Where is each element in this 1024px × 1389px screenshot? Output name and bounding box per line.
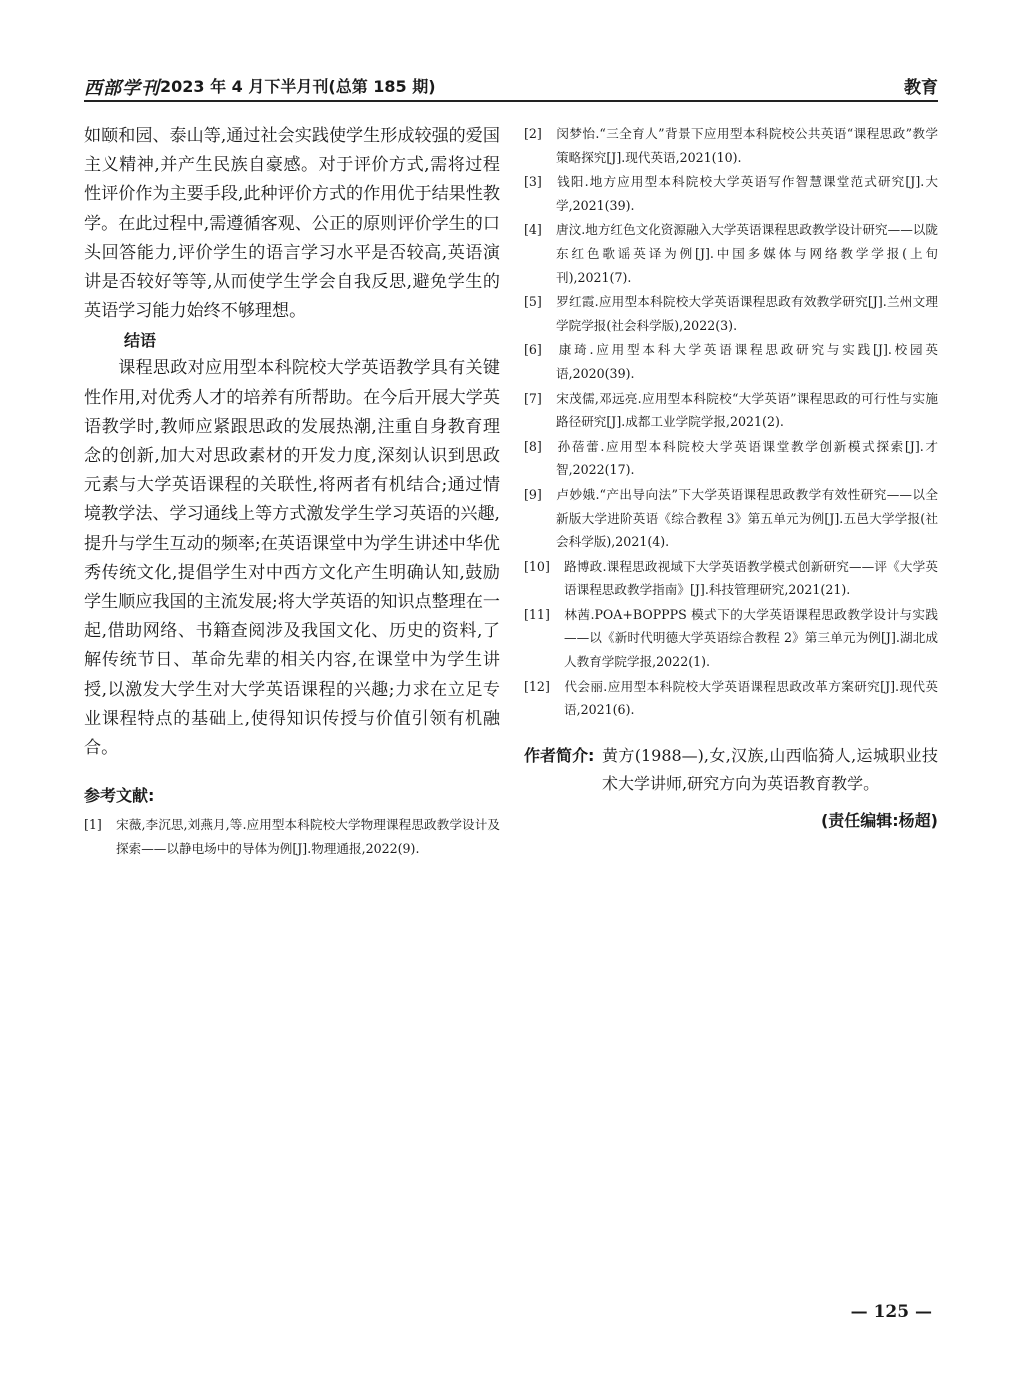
reference-item: [12] 代会丽.应用型本科院校大学英语课程思政改革方案研究[J].现代英语,2021(6). <box>524 678 938 718</box>
journal-logo: 西部学刊 <box>84 78 160 99</box>
conclusion-paragraph: 课程思政对应用型本科院校大学英语教学具有关键性作用,对优秀人才的培养有所帮助。在今后开展大学英语教学时,教师应紧跟思政的发展热潮,注重自身教育理念的创新,加大对思政素材的开发力度,深刻认识到思政元素与大学英语课程的关联性,将两者有机结合;通过情境教学法、学习通线上等方式激发学生学习英语的兴趣,提升与学生互动的频率;在英语课堂中为学生讲述中华优秀传统文化,提倡学生对中西方文化产生明确认知,鼓励学生顺应我国的主流发展;将大学英语的知识点整理在一起,借助网络、书籍查阅涉及我国文化、历史的资料,了解传统节日、革命先辈的相关内容,在课堂中为学生讲授,以激发大学生对大学英语课程的兴趣;力求在立足专业课程特点的基础上,使得知识传授与价值引领有机融合。 <box>84 358 501 759</box>
reference-item: [5] 罗红霞.应用型本科院校大学英语课程思政有效教学研究[J].兰州文理学院学报(社会科学版),2022(3). <box>524 294 938 333</box>
conclusion-heading: 结语 <box>124 331 157 351</box>
section-name: 教育 <box>904 78 938 98</box>
reference-item: [9] 卢妙娥.“产出导向法”下大学英语课程思政教学有效性研究——以全新版大学进阶英语《综合教程 3》第五单元为例[J].五邑大学学报(社会科学版),2021(4). <box>524 486 938 550</box>
left-column <box>84 122 500 861</box>
reference-item: [6] 康琦.应用型本科大学英语课程思政研究与实践[J].校园英语,2020(39). <box>524 342 938 381</box>
reference-item: [7] 宋茂儒,邓远亮.应用型本科院校“大学英语”课程思政的可行性与实施路径研究[J].成都工业学院学报,2021(2). <box>524 390 938 430</box>
author-bio <box>524 742 938 798</box>
issue-info: 2023 年 4 月下半月刊(总第 185 期) <box>160 77 436 96</box>
reference-item: [4] 唐汶.地方红色文化资源融入大学英语课程思政教学设计研究——以陇东红色歌谣英译为例[J].中国多媒体与网络教学学报(上旬刊),2021(7). <box>524 222 938 285</box>
page-number: — 125 — <box>850 1302 932 1322</box>
reference-item: [1] 宋薇,李沉思,刘燕月,等.应用型本科院校大学物理课程思政教学设计及探索——以静电场中的导体为例[J].物理通报,2022(9). <box>84 817 500 856</box>
reference-item: [10] 路博政.课程思政视域下大学英语教学模式创新研究——评《大学英语课程思政教学指南》[J].科技管理研究,2021(21). <box>524 558 938 598</box>
reference-item: [8] 孙蓓蕾.应用型本科院校大学英语课堂教学创新模式探索[J].才智,2022(17). <box>524 438 938 478</box>
author-label: 作者简介: <box>524 745 595 765</box>
reference-item: [11] 林茜.POA+BOPPPS 模式下的大学英语课程思政教学设计与实践——以《新时代明德大学英语综合教程 2》第三单元为例[J].湖北成人教育学院学报,2022(1). <box>524 606 938 670</box>
editor-credit: (责任编辑:杨超) <box>820 810 938 830</box>
reference-item: [2] 闵梦怡.“三全育人”背景下应用型本科院校公共英语“课程思政”教学策略探究[J].现代英语,2021(10). <box>524 126 938 165</box>
right-column <box>524 122 938 831</box>
author-text: 黄方(1988—),女,汉族,山西临猗人,运城职业技术大学讲师,研究方向为英语教育教学。 <box>602 745 938 793</box>
reference-item: [3] 钱阳.地方应用型本科院校大学英语写作智慧课堂范式研究[J].大学,2021(39). <box>524 174 938 213</box>
page-header <box>84 72 938 102</box>
references-heading: 参考文献: <box>84 786 155 806</box>
body-paragraph: 如颐和园、泰山等,通过社会实践使学生形成较强的爱国主义精神,并产生民族自豪感。对于评价方式,需将过程性评价作为主要手段,此种评价方式的作用优于结果性教学。在此过程中,需遵循客观、公正的原则评价学生的口头回答能力,评价学生的语言学习水平是否较高,英语演讲是否较好等等,从而使学生学会自我反思,避免学生的英语学习能力始终不够理想。 <box>84 126 500 322</box>
